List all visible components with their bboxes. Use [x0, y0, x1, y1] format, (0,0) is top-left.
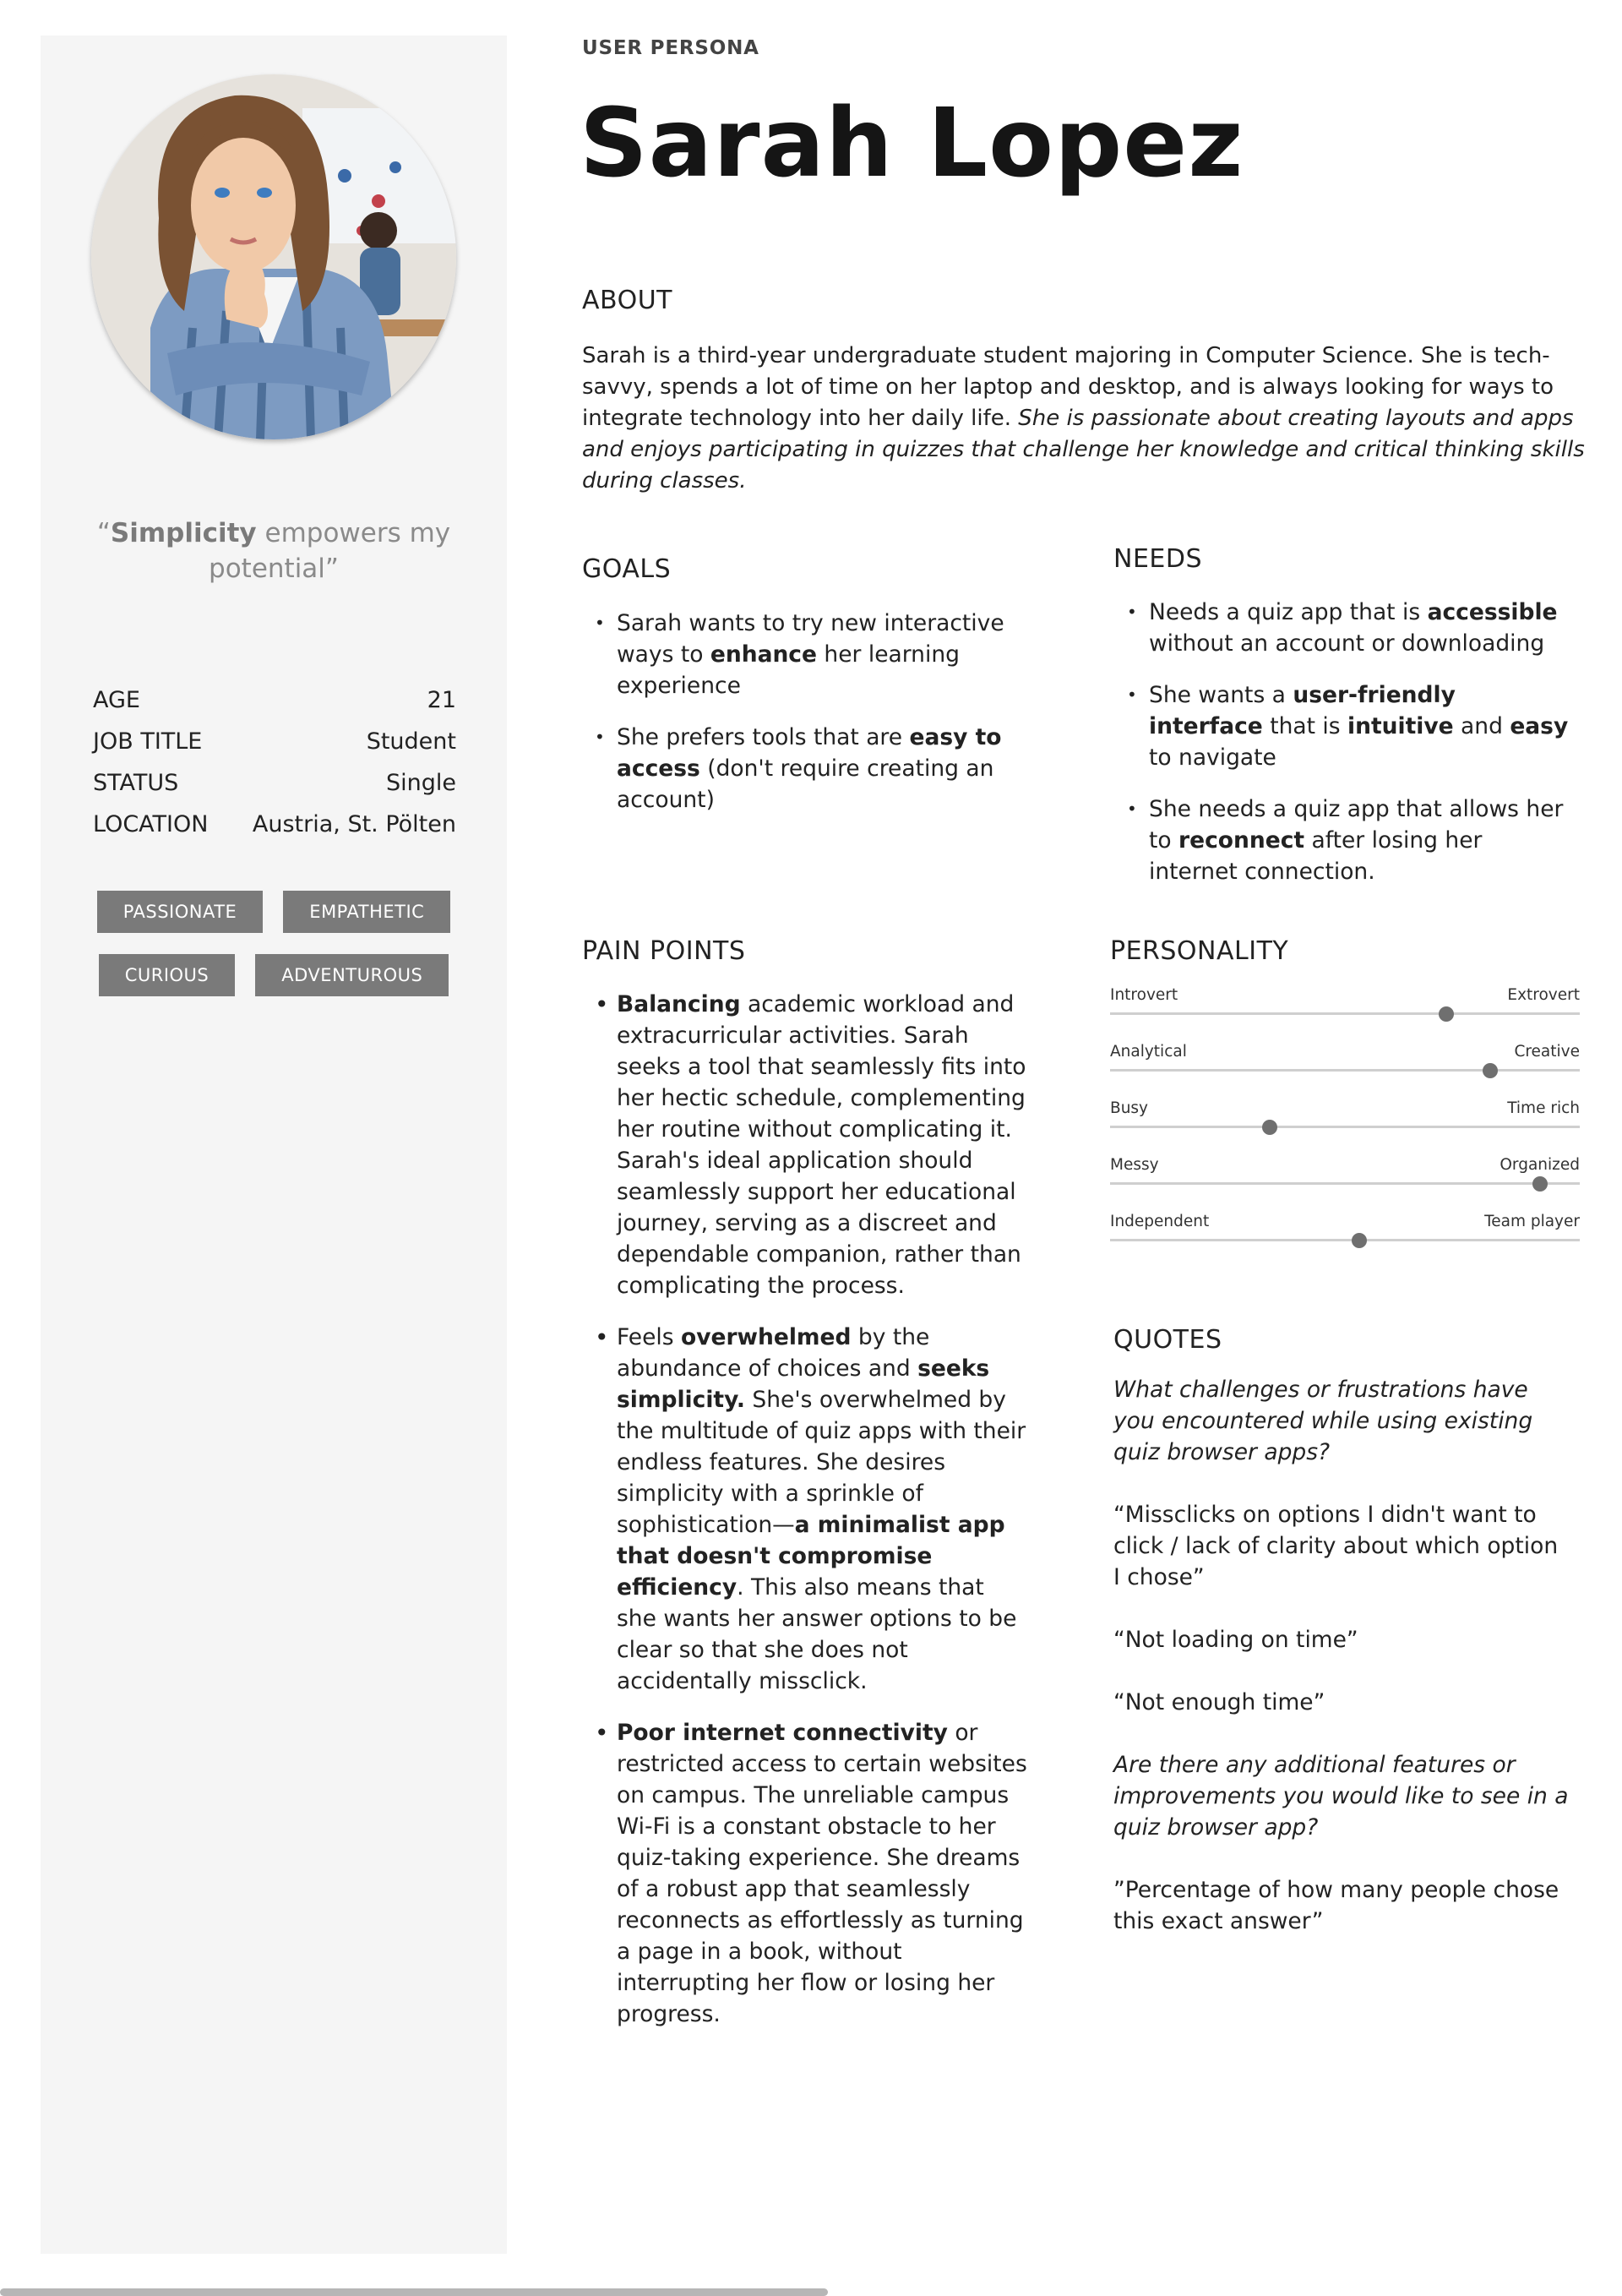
list-item: • Balancing academic workload and extracurricular activities. Sarah seeks a tool that seamlessly fits into her hectic schedule, complementing her routine without complicating it. Sarah's ideal application should seamlessly support her educational journey, serving as a discreet and dependable companion, rather than complicating the process.: [583, 989, 1031, 1301]
slider-knob: [1439, 1006, 1454, 1022]
pain-points-list: [583, 989, 1031, 2050]
tag-passionate: PASSIONATE: [97, 891, 264, 933]
slider-knob: [1483, 1063, 1498, 1078]
slider-track: [1110, 1182, 1580, 1185]
slider-knob: [1532, 1176, 1548, 1192]
interview-answer: “Not enough time”: [1113, 1689, 1325, 1715]
about-text: Sarah is a third-year undergraduate student majoring in Computer Science. She is tech-savvy, spends a lot of time on her laptop and desktop, and is always looking for ways to integrate technology into her daily life. She is passionate about creating layouts and apps and enjoys participating in quizzes that challenge her knowledge and critical thinking skills during classes.: [582, 343, 1585, 494]
list-item: • Poor internet connectivity or restricted access to certain websites on campus. The unreliable campus Wi-Fi is a constant obstacle to her quiz-taking experience. She dreams of a robust app that seamlessly reconnects as effortlessly as turning a page in a book, without interrupting her flow or losing her progress.: [583, 1717, 1031, 2030]
list-item: • She wants a user-friendly interface that is intuitive and easy to navigate: [1115, 679, 1571, 773]
persona-motto: “Simplicity empowers my potential”: [96, 518, 451, 584]
trait-analytical-creative: Analytical Creative: [1110, 1042, 1580, 1099]
fact-job-title: JOB TITLE Student: [93, 728, 456, 755]
tag-adventurous: ADVENTUROUS: [255, 954, 449, 996]
fact-location: LOCATION Austria, St. Pölten: [93, 811, 456, 837]
horizontal-scrollbar[interactable]: [0, 2288, 828, 2296]
list-item: • Needs a quiz app that is accessible without an account or downloading: [1115, 597, 1571, 659]
needs-list: [1115, 597, 1571, 908]
trait-independent-team-player: Independent Team player: [1110, 1212, 1580, 1268]
slider-track: [1110, 1126, 1580, 1128]
avatar: [91, 74, 456, 439]
interview-answer: ”Percentage of how many people chose this exact answer”: [1113, 1877, 1559, 1934]
slider-knob: [1352, 1233, 1367, 1248]
trait-tags: [41, 891, 507, 1017]
motto-emphasis: Simplicity: [110, 518, 257, 548]
personality-sliders: [1110, 985, 1580, 1268]
quotes-block: [1113, 1374, 1570, 1968]
persona-sidebar: [41, 35, 507, 2254]
trait-busy-time-rich: Busy Time rich: [1110, 1099, 1580, 1155]
tag-empathetic: EMPATHETIC: [283, 891, 450, 933]
list-item: • Sarah wants to try new interactive ways to enhance her learning experience: [583, 608, 1039, 701]
tag-curious: CURIOUS: [99, 954, 236, 996]
about-heading: ABOUT: [582, 286, 672, 315]
slider-track: [1110, 1012, 1580, 1015]
fact-age: AGE 21: [93, 687, 456, 713]
list-item: • She prefers tools that are easy to access (don't require creating an account): [583, 722, 1039, 815]
slider-knob: [1262, 1120, 1277, 1135]
goals-list: [583, 608, 1039, 836]
list-item: • Feels overwhelmed by the abundance of choices and seeks simplicity. She's overwhelmed by the multitude of quiz apps with their endless features. She desires simplicity with a sprinkle of sophistication—a minimalist app that doesn't compromise efficiency. This also means that she wants her answer options to be clear so that she does not accidentally missclick.: [583, 1322, 1031, 1697]
portrait-illustration: [91, 74, 456, 439]
goals-heading: GOALS: [582, 554, 672, 584]
interview-answer: “Missclicks on options I didn't want to click / lack of clarity about which option I chose”: [1113, 1502, 1559, 1590]
slider-track: [1110, 1069, 1580, 1072]
personality-heading: PERSONALITY: [1110, 936, 1289, 966]
fact-status: STATUS Single: [93, 770, 456, 796]
trait-messy-organized: Messy Organized: [1110, 1155, 1580, 1212]
trait-introvert-extrovert: Introvert Extrovert: [1110, 985, 1580, 1042]
document-eyebrow: USER PERSONA: [582, 37, 759, 59]
needs-heading: NEEDS: [1113, 544, 1202, 574]
pain-points-heading: PAIN POINTS: [582, 936, 746, 966]
facts-list: [93, 679, 456, 845]
persona-name: Sarah Lopez: [580, 89, 1244, 199]
list-item: • She needs a quiz app that allows her to reconnect after losing her internet connection.: [1115, 794, 1571, 887]
quotes-heading: QUOTES: [1113, 1325, 1222, 1355]
slider-track: [1110, 1239, 1580, 1241]
interview-question: Are there any additional features or improvements you would like to see in a quiz browser app?: [1113, 1752, 1569, 1841]
interview-answer: “Not loading on time”: [1113, 1627, 1358, 1653]
interview-question: What challenges or frustrations have you encountered while using existing quiz browser apps?: [1113, 1377, 1533, 1465]
